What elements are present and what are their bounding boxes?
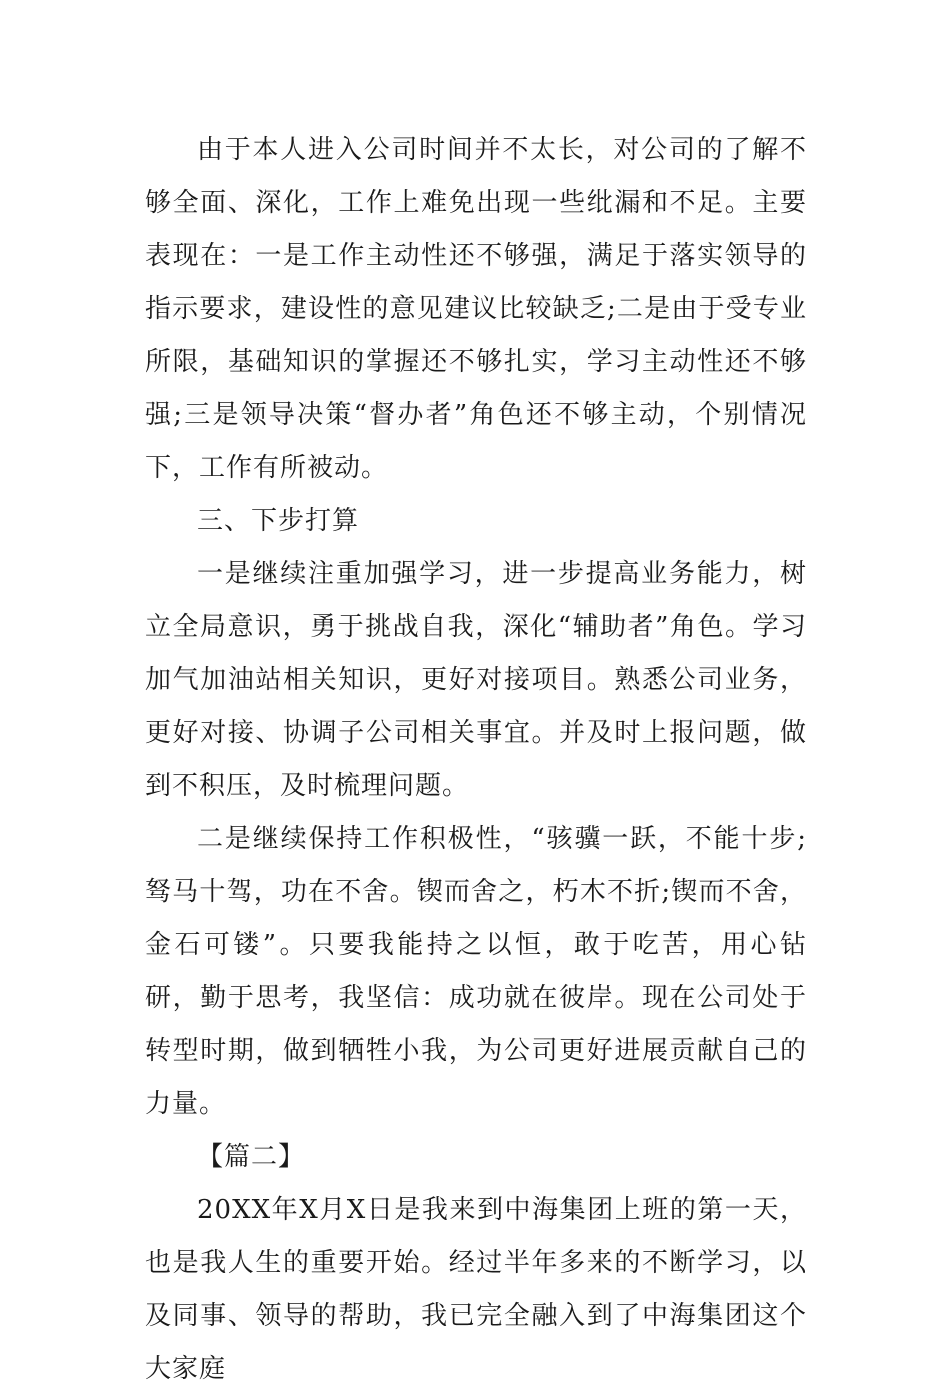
- paragraph-part-two-intro: 20XX年X月X日是我来到中海集团上班的第一天，也是我人生的重要开始。经过半年多来的不断学习，以及同事、领导的帮助，我已完全融入到了中海集团这个大家庭: [145, 1195, 807, 1384]
- paragraph-shortcomings: 由于本人进入公司时间并不太长，对公司的了解不够全面、深化，工作上难免出现一些纰漏和不足。主要表现在：一是工作主动性还不够强，满足于落实领导的指示要求，建设性的意见建议比较缺乏;二是由于受专业所限，基础知识的掌握还不够扎实，学习主动性还不够强;三是领导决策“督办者”角色还不够主动，个别情况下，工作有所被动。: [145, 135, 807, 483]
- section-heading-next-plan: 三、下步打算: [197, 506, 360, 536]
- document-body: [145, 124, 807, 1396]
- section-heading-part-two: 【篇二】: [197, 1142, 306, 1172]
- paragraph-plan-one: 一是继续注重加强学习，进一步提高业务能力，树立全局意识，勇于挑战自我，深化“辅助者”角色。学习加气加油站相关知识，更好对接项目。熟悉公司业务，更好对接、协调子公司相关事宜。并及时上报问题，做到不积压，及时梳理问题。: [145, 559, 807, 801]
- paragraph-plan-two: 二是继续保持工作积极性，“骇骥一跃，不能十步;驽马十驾，功在不舍。锲而舍之，朽木不折;锲而不舍，金石可镂”。只要我能持之以恒，敢于吃苦，用心钻研，勤于思考，我坚信：成功就在彼岸。现在公司处于转型时期，做到牺牲小我，为公司更好进展贡献自己的力量。: [145, 824, 807, 1119]
